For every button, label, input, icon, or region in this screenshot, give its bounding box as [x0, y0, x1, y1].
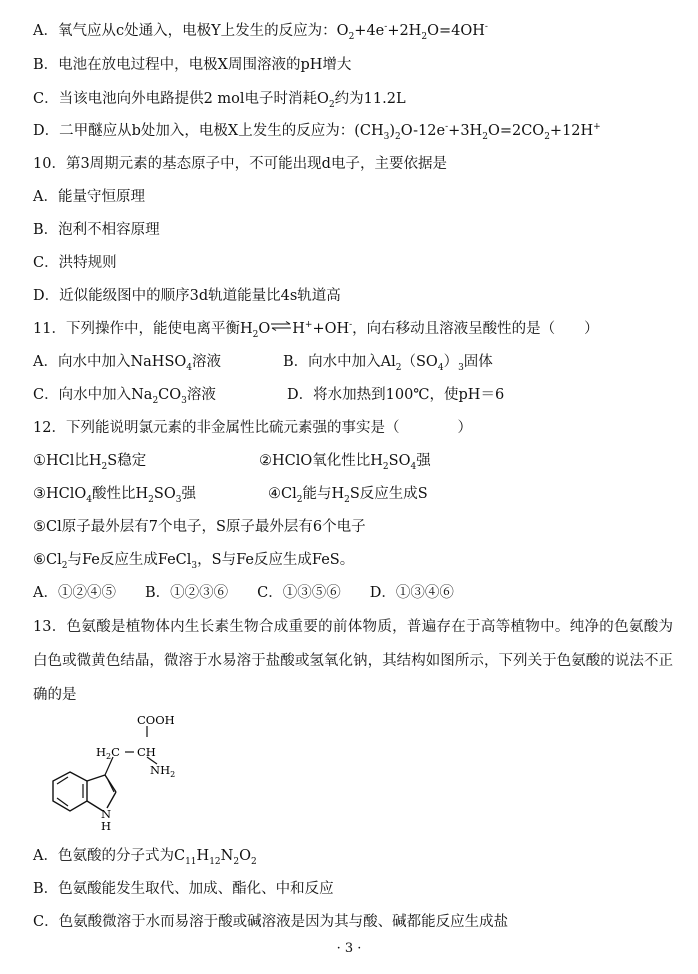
q9-option-a: A．氧气应从c处通入，电极Y上发生的反应为：$O_2+4e^-+2H_2O=4OH^-$: [33, 22, 488, 42]
q11-stem: 11．下列操作中，能使电离平衡$H_2O$ H++OH-，向右移动且溶液呈酸性的是（ ）: [33, 319, 599, 339]
equilibrium-arrow-icon: [270, 317, 292, 337]
amino-label: $NH_2$: [150, 763, 176, 779]
page-number: · 3 ·: [336, 941, 362, 956]
q10-option-a: A．能量守恒原理: [33, 189, 145, 205]
carboxyl-label: COOH: [137, 713, 175, 727]
q9-option-b: B．电池在放电过程中，电极X周围溶液的pH增大: [33, 57, 352, 73]
q9-option-c: C．当该电池向外电路提供2 mol电子时消耗$O_2$约为11.2L: [33, 91, 406, 110]
q12-item-4: $④Cl_2$能与$H_2S$反应生成S: [268, 486, 428, 505]
q12-stem: 12．下列能说明氯元素的非金属性比硫元素强的事实是（ ）: [33, 420, 472, 436]
q12-options: A．①②④⑤ B．①②③⑥ C．①③⑤⑥ D．①③④⑥: [33, 585, 454, 601]
ring-n-label: N: [101, 807, 112, 821]
q10-option-c: C．洪特规则: [33, 255, 117, 271]
q13-option-b: B．色氨酸能发生取代、加成、酯化、中和反应: [33, 881, 334, 897]
q13-option-c: C．色氨酸微溶于水而易溶于酸或碱溶液是因为其与酸、碱都能反应生成盐: [33, 914, 509, 930]
q12-item-5: ⑤Cl原子最外层有7个电子，S原子最外层有6个电子: [33, 519, 366, 535]
q11-option-b: B．向水中加入$Al_2(SO_4)_3$固体: [283, 354, 493, 373]
ring-nh-label: H: [101, 819, 112, 833]
q10-option-d: D．近似能级图中的顺序3d轨道能量比4s轨道高: [33, 288, 341, 304]
q10-stem: 10．第3周期元素的基态原子中，不可能出现d电子，主要依据是: [33, 156, 447, 172]
methylene-label: $H_2C$: [96, 745, 120, 761]
methine-label: CH: [137, 745, 156, 759]
q9-option-d: D．二甲醚应从b处加入，电极X上发生的反应为：$(CH_3)_2O-12e^-+3H_2O=2CO_2+12H^+$: [33, 122, 601, 142]
q11-option-d: D．将水加热到100℃，使pH＝6: [287, 387, 505, 403]
q13-option-a: A．色氨酸的分子式为$C_{11}H_{12}N_2O_2$: [33, 848, 257, 867]
q12-item-3: ③HClO$_4$酸性比$H_2SO_3$强: [33, 486, 196, 505]
q11-option-c: C．向水中加入$Na_2CO_3$溶液: [33, 387, 216, 406]
q12-item-6: $⑥Cl_2$与Fe反应生成FeCl$_3$，S与Fe反应生成FeS。: [33, 552, 355, 571]
q11-option-a: A．向水中加入NaHSO$_4$溶液: [33, 354, 222, 373]
q10-option-b: B．泡利不相容原理: [33, 222, 160, 238]
q12-item-1: ①HCl比$H_2S$稳定: [33, 453, 147, 472]
q12-item-2: ②HClO氧化性比$H_2SO_4$强: [259, 453, 431, 472]
tryptophan-structure-diagram: [30, 712, 220, 837]
q13-stem: 13．色氨酸是植物体内生长素生物合成重要的前体物质，普遍存在于高等植物中。纯净的色氨酸为白色或微黄色结晶，微溶于水易溶于盐酸或氢氧化钠，其结构如图所示，下列关于色氨酸的说法不正确的是: [33, 619, 673, 703]
